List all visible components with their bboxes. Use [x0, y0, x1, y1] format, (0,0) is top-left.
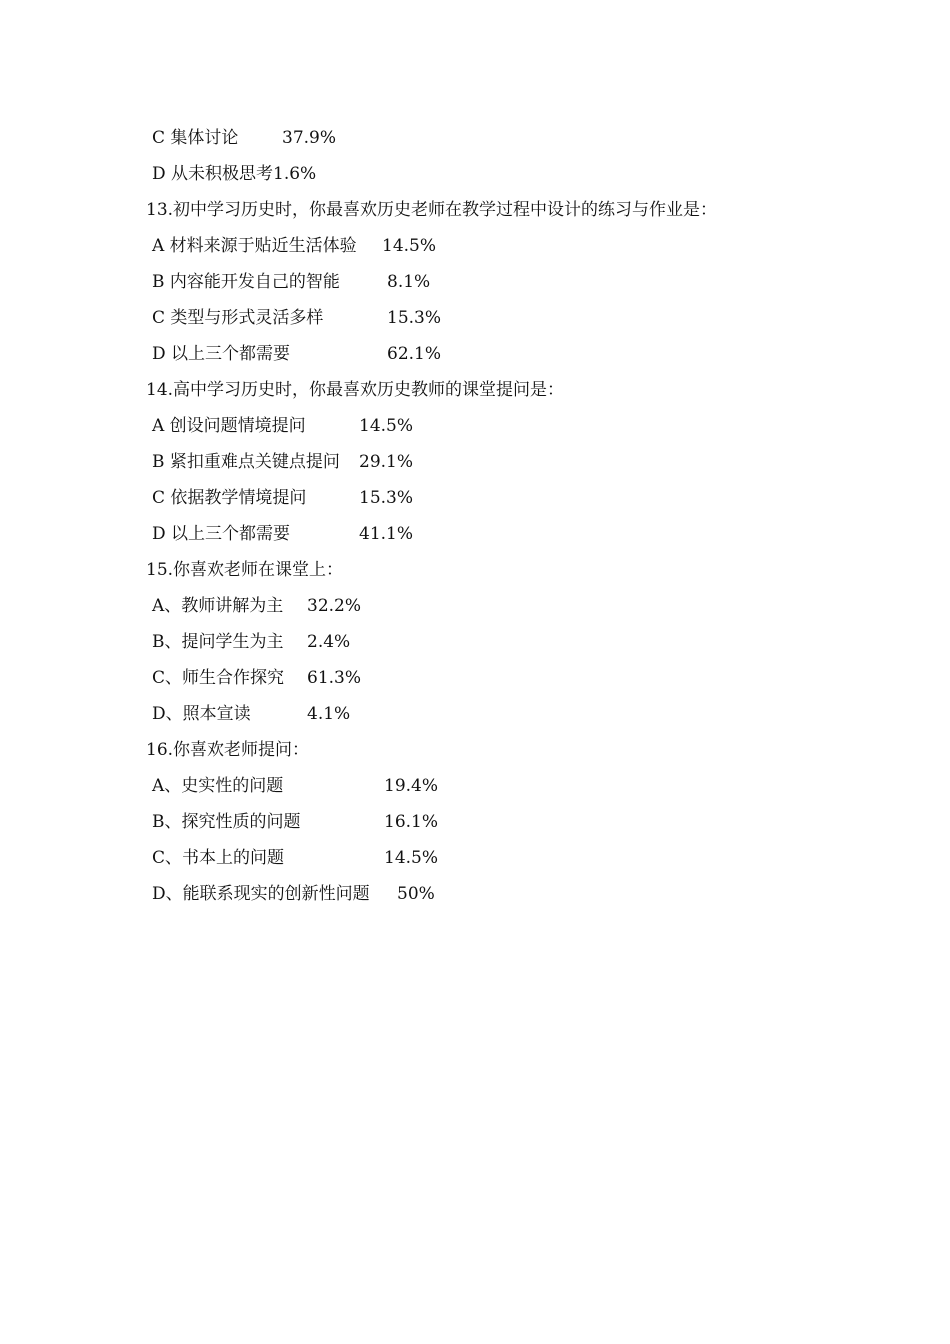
question-13-title: 13.初中学习历史时，你最喜欢历史老师在教学过程中设计的练习与作业是： [146, 200, 718, 220]
option-text: C、师生合作探究 [152, 668, 285, 688]
option-percent: 32.2% [307, 596, 362, 616]
option-percent: 62.1% [387, 344, 442, 364]
option-line [152, 588, 362, 624]
option-percent: 61.3% [307, 668, 362, 688]
option-line [152, 840, 439, 876]
option-text: A、教师讲解为主 [152, 596, 284, 616]
option-percent: 14.5% [382, 236, 437, 256]
option-percent: 4.1% [307, 704, 351, 724]
option-percent: 37.9% [282, 128, 337, 148]
option-text: C、书本上的问题 [152, 848, 285, 868]
option-text: C 类型与形式灵活多样 [152, 308, 324, 328]
option-percent: 14.5% [359, 416, 414, 436]
option-text: B、探究性质的问题 [152, 812, 301, 832]
option-text: A 材料来源于贴近生活体验 [152, 236, 357, 256]
option-line [152, 480, 414, 516]
option-text: D 以上三个都需要 [152, 524, 291, 544]
option-percent: 15.3% [359, 488, 414, 508]
option-line [152, 696, 351, 732]
option-line [152, 444, 414, 480]
option-text: D 从未积极思考 [152, 164, 274, 184]
option-line [152, 660, 362, 696]
option-line [152, 804, 439, 840]
option-line [152, 876, 435, 912]
option-text: B、提问学生为主 [152, 632, 284, 652]
option-text: B 内容能开发自己的智能 [152, 272, 340, 292]
option-line [152, 516, 414, 552]
option-line [152, 768, 439, 804]
option-line [152, 624, 351, 660]
option-percent: 15.3% [387, 308, 442, 328]
option-percent: 29.1% [359, 452, 414, 472]
option-text: D、能联系现实的创新性问题 [152, 884, 370, 904]
option-text: D 以上三个都需要 [152, 344, 291, 364]
question-15-title: 15.你喜欢老师在课堂上： [146, 560, 344, 580]
option-percent: 16.1% [384, 812, 439, 832]
option-percent: 41.1% [359, 524, 414, 544]
option-text: A、史实性的问题 [152, 776, 284, 796]
option-line [152, 336, 442, 372]
option-text: C 依据教学情境提问 [152, 488, 307, 508]
option-percent: 14.5% [384, 848, 439, 868]
option-line [152, 120, 337, 156]
option-line [152, 156, 317, 192]
question-14-title: 14.高中学习历史时，你最喜欢历史教师的课堂提问是： [146, 380, 565, 400]
option-percent: 8.1% [387, 272, 431, 292]
question-16-title: 16.你喜欢老师提问： [146, 740, 310, 760]
option-text: A 创设问题情境提问 [152, 416, 306, 436]
option-line [152, 264, 431, 300]
option-text: D、照本宣读 [152, 704, 251, 724]
option-line [152, 228, 437, 264]
option-percent: 50% [397, 884, 435, 904]
option-text: C 集体讨论 [152, 128, 239, 148]
option-percent: 1.6% [273, 164, 317, 184]
option-line [152, 300, 442, 336]
option-text: B 紧扣重难点关键点提问 [152, 452, 340, 472]
option-line [152, 408, 414, 444]
option-percent: 19.4% [384, 776, 439, 796]
option-percent: 2.4% [307, 632, 351, 652]
